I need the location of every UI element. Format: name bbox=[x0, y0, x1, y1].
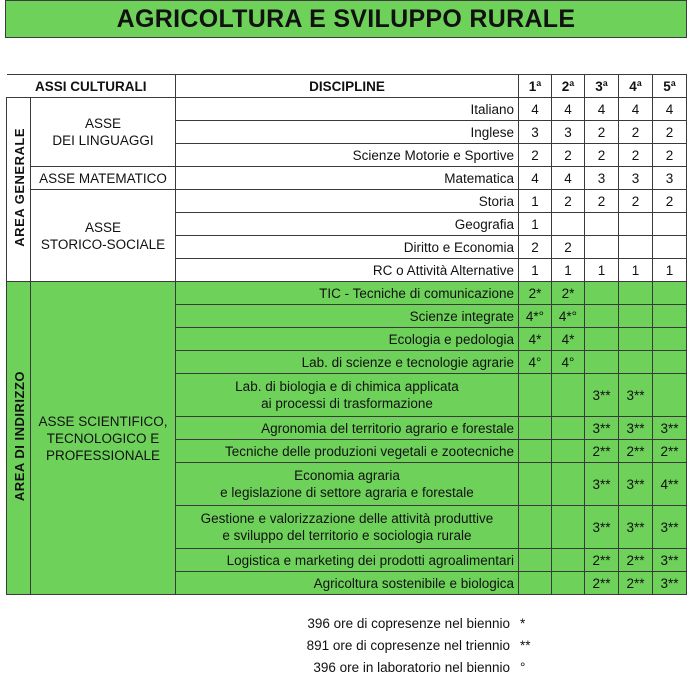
discipline-name: Tecniche delle produzioni vegetali e zootecniche bbox=[176, 440, 519, 463]
hours-year-5: 3** bbox=[653, 506, 687, 549]
legend-row bbox=[260, 612, 550, 634]
legend bbox=[260, 612, 550, 678]
hours-year-1: 1 bbox=[519, 190, 552, 213]
legend-text: 891 ore di copresenze nel triennio bbox=[306, 637, 510, 653]
hours-year-4: 2** bbox=[619, 440, 653, 463]
asse-scientifico-line1: ASSE SCIENTIFICO, bbox=[38, 413, 168, 429]
hours-year-4: 3 bbox=[619, 167, 653, 190]
hours-year-3: 3** bbox=[585, 463, 619, 506]
hours-year-3: 3 bbox=[585, 167, 619, 190]
area-generale-label bbox=[7, 98, 31, 282]
hours-year-5 bbox=[653, 305, 687, 328]
hours-year-1: 1 bbox=[519, 259, 552, 282]
hours-year-1 bbox=[519, 572, 552, 595]
hours-year-2 bbox=[552, 440, 585, 463]
table-row bbox=[7, 282, 687, 305]
discipline-name: Italiano bbox=[176, 98, 519, 121]
asse-scientifico-line3: PROFESSIONALE bbox=[45, 447, 161, 463]
area-generale-text: AREA GENERALE bbox=[12, 128, 27, 247]
hours-year-2: 2 bbox=[552, 190, 585, 213]
discipline-name: Agricoltura sostenibile e biologica bbox=[176, 572, 519, 595]
hours-year-1 bbox=[519, 374, 552, 417]
hours-year-2 bbox=[552, 213, 585, 236]
hours-year-4 bbox=[619, 328, 653, 351]
discipline-name: RC o Attività Alternative bbox=[176, 259, 519, 282]
hours-year-5: 2 bbox=[653, 190, 687, 213]
header-year-2: 2ª bbox=[552, 75, 585, 98]
hours-year-2 bbox=[552, 463, 585, 506]
hours-year-4: 3** bbox=[619, 374, 653, 417]
header-year-4: 4ª bbox=[619, 75, 653, 98]
discipline-name: Logistica e marketing dei prodotti agroalimentari bbox=[176, 549, 519, 572]
title-banner bbox=[5, 0, 687, 38]
hours-year-5: 4** bbox=[653, 463, 687, 506]
hours-year-3: 2 bbox=[585, 190, 619, 213]
hours-year-5 bbox=[653, 236, 687, 259]
hours-year-4: 2** bbox=[619, 549, 653, 572]
hours-year-1: 4 bbox=[519, 98, 552, 121]
discipline-line1: Economia agraria bbox=[294, 468, 400, 483]
hours-year-1: 4*° bbox=[519, 305, 552, 328]
discipline-name: Scienze Motorie e Sportive bbox=[176, 144, 519, 167]
discipline-name bbox=[176, 463, 519, 506]
hours-year-2 bbox=[552, 572, 585, 595]
hours-year-2: 2* bbox=[552, 282, 585, 305]
hours-year-4 bbox=[619, 305, 653, 328]
hours-year-2: 4° bbox=[552, 351, 585, 374]
hours-year-1 bbox=[519, 549, 552, 572]
hours-year-4: 2 bbox=[619, 121, 653, 144]
legend-row bbox=[260, 634, 550, 656]
hours-year-5: 2** bbox=[653, 440, 687, 463]
hours-year-3 bbox=[585, 213, 619, 236]
hours-year-2 bbox=[552, 506, 585, 549]
discipline-name bbox=[176, 506, 519, 549]
hours-year-4 bbox=[619, 351, 653, 374]
discipline-name: Scienze integrate bbox=[176, 305, 519, 328]
hours-year-4: 3** bbox=[619, 463, 653, 506]
asse-storico-line1: ASSE bbox=[84, 219, 122, 235]
hours-year-2: 4*° bbox=[552, 305, 585, 328]
header-row bbox=[7, 75, 687, 98]
hours-year-5 bbox=[653, 213, 687, 236]
hours-year-4 bbox=[619, 236, 653, 259]
hours-year-3: 2** bbox=[585, 572, 619, 595]
asse-storico-line2: STORICO-SOCIALE bbox=[40, 236, 166, 252]
hours-year-5: 3** bbox=[653, 549, 687, 572]
hours-year-3: 4 bbox=[585, 98, 619, 121]
hours-year-5: 1 bbox=[653, 259, 687, 282]
hours-year-4: 4 bbox=[619, 98, 653, 121]
discipline-name: Agronomia del territorio agrario e forestale bbox=[176, 417, 519, 440]
page-title: AGRICOLTURA E SVILUPPO RURALE bbox=[116, 4, 576, 33]
header-year-5: 5ª bbox=[653, 75, 687, 98]
hours-year-2 bbox=[552, 549, 585, 572]
hours-year-5 bbox=[653, 282, 687, 305]
hours-year-3: 2 bbox=[585, 121, 619, 144]
hours-year-1: 4° bbox=[519, 351, 552, 374]
hours-year-3: 3** bbox=[585, 417, 619, 440]
hours-year-4 bbox=[619, 282, 653, 305]
hours-year-3: 2 bbox=[585, 144, 619, 167]
hours-year-4: 1 bbox=[619, 259, 653, 282]
hours-year-2: 2 bbox=[552, 144, 585, 167]
legend-row bbox=[260, 656, 550, 678]
asse-scientifico bbox=[31, 282, 176, 595]
discipline-line2: ai processi di trasformazione bbox=[261, 396, 433, 411]
hours-year-2: 4* bbox=[552, 328, 585, 351]
hours-year-3: 3** bbox=[585, 374, 619, 417]
area-indirizzo-label bbox=[7, 282, 31, 595]
hours-year-1: 3 bbox=[519, 121, 552, 144]
asse-matematico: ASSE MATEMATICO bbox=[31, 167, 176, 190]
legend-symbol: ** bbox=[520, 637, 531, 653]
hours-year-4: 2 bbox=[619, 144, 653, 167]
discipline-name: Storia bbox=[176, 190, 519, 213]
hours-year-1 bbox=[519, 506, 552, 549]
hours-year-1: 2 bbox=[519, 236, 552, 259]
hours-year-2 bbox=[552, 374, 585, 417]
hours-year-4: 3** bbox=[619, 506, 653, 549]
discipline-name: Matematica bbox=[176, 167, 519, 190]
hours-year-1: 4 bbox=[519, 167, 552, 190]
asse-linguaggi-line1: ASSE bbox=[84, 116, 122, 131]
asse-storico-sociale bbox=[31, 190, 176, 282]
hours-year-1: 2 bbox=[519, 144, 552, 167]
hours-year-5 bbox=[653, 374, 687, 417]
hours-year-2: 3 bbox=[552, 121, 585, 144]
hours-year-5: 2 bbox=[653, 144, 687, 167]
discipline-line1: Gestione e valorizzazione delle attività produttive bbox=[200, 511, 494, 526]
discipline-line2: e legislazione di settore agraria e forestale bbox=[220, 485, 474, 500]
legend-symbol: ° bbox=[520, 659, 526, 675]
legend-text: 396 ore in laboratorio nel biennio bbox=[313, 659, 510, 675]
hours-year-1 bbox=[519, 440, 552, 463]
discipline-line2: e sviluppo del territorio e sociologia rurale bbox=[222, 528, 472, 543]
legend-symbol: * bbox=[520, 615, 526, 631]
hours-year-1: 1 bbox=[519, 213, 552, 236]
hours-year-3 bbox=[585, 328, 619, 351]
hours-year-5: 3** bbox=[653, 417, 687, 440]
discipline-name: Geografia bbox=[176, 213, 519, 236]
header-assi: ASSI CULTURALI bbox=[7, 75, 176, 98]
hours-year-5 bbox=[653, 328, 687, 351]
hours-year-2: 4 bbox=[552, 167, 585, 190]
curriculum-table bbox=[6, 74, 687, 595]
legend-text: 396 ore di copresenze nel biennio bbox=[307, 615, 510, 631]
hours-year-1: 4* bbox=[519, 328, 552, 351]
hours-year-1 bbox=[519, 463, 552, 506]
hours-year-3: 1 bbox=[585, 259, 619, 282]
hours-year-2: 2 bbox=[552, 236, 585, 259]
hours-year-2 bbox=[552, 417, 585, 440]
discipline-name: Ecologia e pedologia bbox=[176, 328, 519, 351]
discipline-name bbox=[176, 374, 519, 417]
hours-year-5: 4 bbox=[653, 98, 687, 121]
table-row bbox=[7, 167, 687, 190]
hours-year-3: 3** bbox=[585, 506, 619, 549]
hours-year-4: 2 bbox=[619, 190, 653, 213]
hours-year-1: 2* bbox=[519, 282, 552, 305]
hours-year-3: 2** bbox=[585, 549, 619, 572]
hours-year-2: 1 bbox=[552, 259, 585, 282]
hours-year-5: 3 bbox=[653, 167, 687, 190]
area-indirizzo-text: AREA DI INDIRIZZO bbox=[12, 370, 27, 502]
hours-year-5 bbox=[653, 351, 687, 374]
hours-year-4: 2** bbox=[619, 572, 653, 595]
hours-year-1 bbox=[519, 417, 552, 440]
hours-year-3 bbox=[585, 351, 619, 374]
hours-year-3 bbox=[585, 236, 619, 259]
hours-year-3: 2** bbox=[585, 440, 619, 463]
asse-scientifico-line2: TECNOLOGICO E bbox=[46, 430, 160, 446]
hours-year-5: 2 bbox=[653, 121, 687, 144]
discipline-name: Inglese bbox=[176, 121, 519, 144]
table-row bbox=[7, 190, 687, 213]
asse-linguaggi-line2: DEI LINGUAGGI bbox=[52, 133, 154, 148]
discipline-name: Lab. di scienze e tecnologie agrarie bbox=[176, 351, 519, 374]
hours-year-4: 3** bbox=[619, 417, 653, 440]
hours-year-5: 3** bbox=[653, 572, 687, 595]
header-discipline: DISCIPLINE bbox=[176, 75, 519, 98]
hours-year-4 bbox=[619, 213, 653, 236]
discipline-name: Diritto e Economia bbox=[176, 236, 519, 259]
discipline-line1: Lab. di biologia e di chimica applicata bbox=[235, 379, 459, 394]
asse-linguaggi bbox=[31, 98, 176, 167]
header-year-1: 1ª bbox=[519, 75, 552, 98]
hours-year-2: 4 bbox=[552, 98, 585, 121]
table-row bbox=[7, 98, 687, 121]
header-year-3: 3ª bbox=[585, 75, 619, 98]
hours-year-3 bbox=[585, 282, 619, 305]
discipline-name: TIC - Tecniche di comunicazione bbox=[176, 282, 519, 305]
hours-year-3 bbox=[585, 305, 619, 328]
